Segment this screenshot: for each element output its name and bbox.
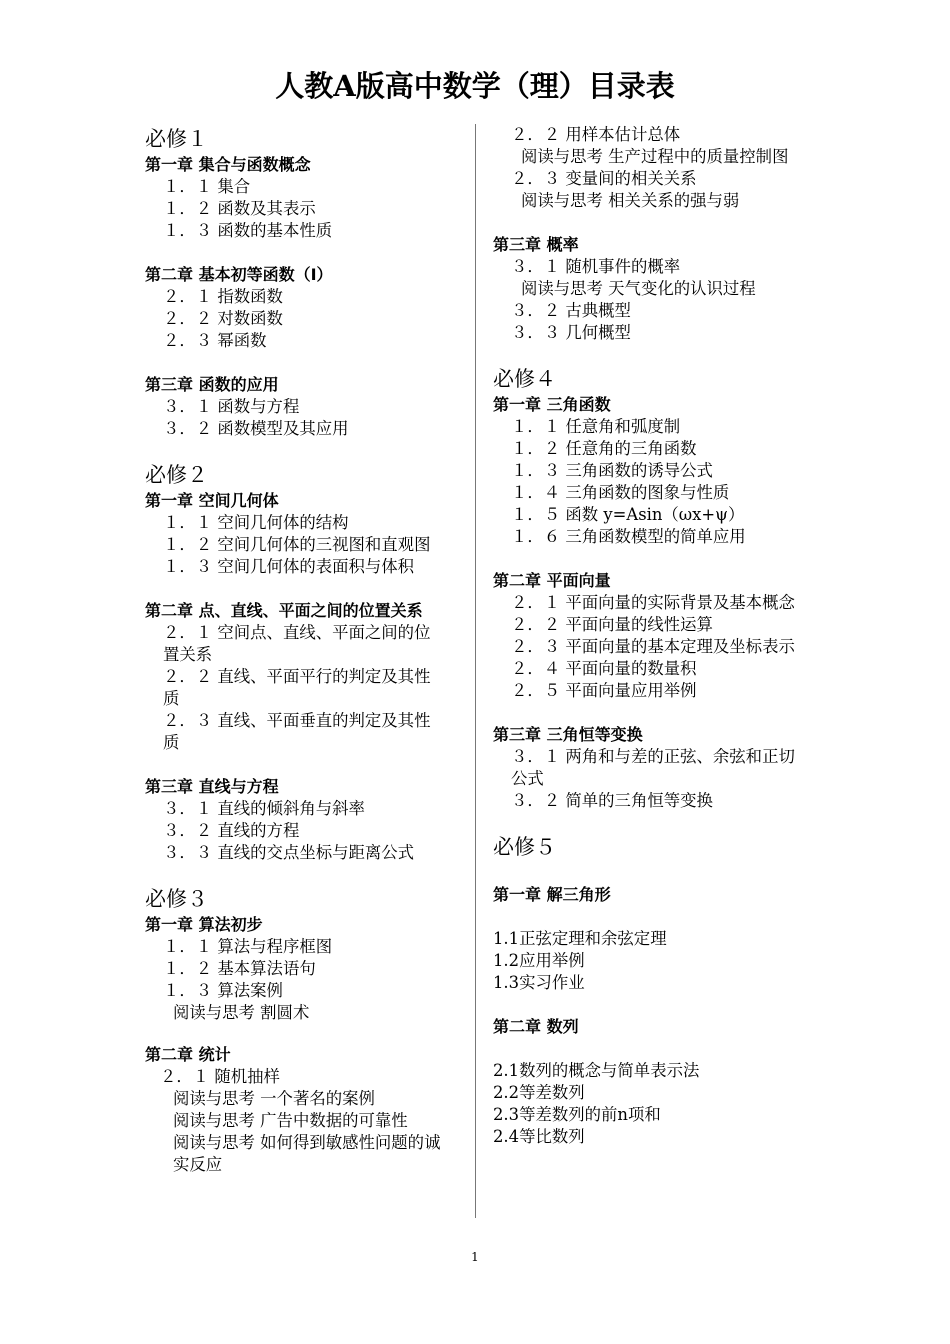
reading-entry: 阅读与思考 生产过程中的质量控制图 — [521, 147, 789, 166]
section-entry: 1.3实习作业 — [493, 973, 585, 992]
chapter-heading: 第一章 空间几何体 — [145, 491, 279, 510]
section-entry: １．３ 空间几何体的表面积与体积 — [163, 557, 415, 576]
section-entry: ３．１ 函数与方程 — [163, 397, 300, 416]
spacer — [145, 352, 445, 374]
section-entry: １．３ 函数的基本性质 — [163, 221, 333, 240]
reading-entry: 阅读与思考 一个著名的案例 — [173, 1089, 375, 1108]
spacer — [493, 862, 811, 884]
section-entry: １．３ 三角函数的诱导公式 — [511, 461, 713, 480]
section-entry: ３．１ 随机事件的概率 — [511, 257, 681, 276]
chapter-heading: 第三章 概率 — [493, 235, 579, 254]
chapter-heading: 第一章 集合与函数概念 — [145, 155, 311, 174]
section-entry: 2.3等差数列的前n项和 — [493, 1105, 661, 1124]
section-entry: ２．２ 对数函数 — [163, 309, 283, 328]
spacer — [145, 440, 445, 460]
section-entry: 2.1数列的概念与简单表示法 — [493, 1061, 700, 1080]
chapter-heading: 第二章 统计 — [145, 1045, 231, 1064]
reading-entry: 阅读与思考 割圆术 — [173, 1003, 310, 1022]
spacer — [493, 812, 811, 832]
spacer — [145, 1024, 445, 1044]
section-entry: １．５ 函数 y=Asin（ωx+ψ） — [511, 505, 745, 524]
spacer — [493, 1038, 811, 1060]
section-entry: １．６ 三角函数模型的简单应用 — [511, 527, 746, 546]
section-entry: ３．３ 几何概型 — [511, 323, 631, 342]
toc-right-column — [493, 124, 811, 1148]
chapter-heading: 第二章 点、直线、平面之间的位置关系 — [145, 601, 423, 620]
spacer — [493, 702, 811, 724]
section-entry: ２．２ 用样本估计总体 — [511, 125, 681, 144]
chapter-heading: 第二章 平面向量 — [493, 571, 611, 590]
spacer — [145, 864, 445, 884]
section-entry: ２．３ 平面向量的基本定理及坐标表示 — [511, 637, 795, 656]
section-entry: ３．３ 直线的交点坐标与距离公式 — [163, 843, 415, 862]
section-entry: ２．１ 空间点、直线、平面之间的位置关系 — [163, 623, 431, 664]
section-entry: ２．４ 平面向量的数量积 — [511, 659, 697, 678]
section-entry: ３．１ 直线的倾斜角与斜率 — [163, 799, 365, 818]
section-entry: １．１ 空间几何体的结构 — [163, 513, 349, 532]
section-entry: １．４ 三角函数的图象与性质 — [511, 483, 730, 502]
book-heading: 必修４ — [493, 367, 556, 391]
section-entry: ３．２ 函数模型及其应用 — [163, 419, 349, 438]
book-heading: 必修２ — [145, 463, 208, 487]
spacer — [493, 906, 811, 928]
section-entry: ２．５ 平面向量应用举例 — [511, 681, 697, 700]
spacer — [493, 548, 811, 570]
section-entry: １．１ 任意角和弧度制 — [511, 417, 681, 436]
section-entry: ２．１ 平面向量的实际背景及基本概念 — [511, 593, 795, 612]
chapter-heading: 第一章 算法初步 — [145, 915, 263, 934]
section-entry: 2.4等比数列 — [493, 1127, 585, 1146]
section-entry: １．２ 空间几何体的三视图和直观图 — [163, 535, 431, 554]
section-entry: １．３ 算法案例 — [163, 981, 283, 1000]
reading-entry: 阅读与思考 广告中数据的可靠性 — [173, 1111, 408, 1130]
section-entry: ２．３ 变量间的相关关系 — [511, 169, 697, 188]
reading-entry: 阅读与思考 相关关系的强与弱 — [521, 191, 740, 210]
reading-entry: 阅读与思考 如何得到敏感性问题的诚实反应 — [173, 1133, 441, 1174]
book-heading: 必修５ — [493, 835, 556, 859]
column-divider — [475, 124, 476, 1218]
section-entry: ３．２ 简单的三角恒等变换 — [511, 791, 713, 810]
section-entry: ３．２ 直线的方程 — [163, 821, 300, 840]
chapter-heading: 第一章 解三角形 — [493, 885, 611, 904]
chapter-heading: 第二章 数列 — [493, 1017, 579, 1036]
section-entry: 1.1正弦定理和余弦定理 — [493, 929, 667, 948]
section-entry: １．１ 算法与程序框图 — [163, 937, 333, 956]
section-entry: ３．２ 古典概型 — [511, 301, 631, 320]
page-number: 1 — [471, 1250, 479, 1264]
spacer — [493, 994, 811, 1016]
spacer — [493, 344, 811, 364]
book-heading: 必修１ — [145, 127, 208, 151]
spacer — [145, 578, 445, 600]
section-entry: １．１ 集合 — [163, 177, 251, 196]
section-entry: １．２ 任意角的三角函数 — [511, 439, 697, 458]
chapter-heading: 第二章 基本初等函数（Ⅰ） — [145, 265, 333, 284]
spacer — [145, 242, 445, 264]
section-entry: ２．２ 平面向量的线性运算 — [511, 615, 713, 634]
chapter-heading: 第一章 三角函数 — [493, 395, 611, 414]
chapter-heading: 第三章 直线与方程 — [145, 777, 279, 796]
page-title: 人教A版高中数学（理）目录表 — [275, 69, 675, 103]
reading-entry: 阅读与思考 天气变化的认识过程 — [521, 279, 756, 298]
section-entry: １．２ 函数及其表示 — [163, 199, 316, 218]
spacer — [493, 212, 811, 234]
section-entry: 1.2应用举例 — [493, 951, 585, 970]
chapter-heading: 第三章 三角恒等变换 — [493, 725, 643, 744]
section-entry: ２．１ 随机抽样 — [160, 1067, 280, 1086]
section-entry: １．２ 基本算法语句 — [163, 959, 316, 978]
spacer — [145, 754, 445, 776]
section-entry: ２．３ 直线、平面垂直的判定及其性质 — [163, 711, 431, 752]
chapter-heading: 第三章 函数的应用 — [145, 375, 279, 394]
section-entry: ２．２ 直线、平面平行的判定及其性质 — [163, 667, 431, 708]
section-entry: ２．１ 指数函数 — [163, 287, 283, 306]
section-entry: ２．３ 幂函数 — [163, 331, 267, 350]
section-entry: 2.2等差数列 — [493, 1083, 585, 1102]
section-entry: ３．１ 两角和与差的正弦、余弦和正切公式 — [511, 747, 795, 788]
toc-left-column — [145, 124, 445, 1176]
book-heading: 必修３ — [145, 887, 208, 911]
